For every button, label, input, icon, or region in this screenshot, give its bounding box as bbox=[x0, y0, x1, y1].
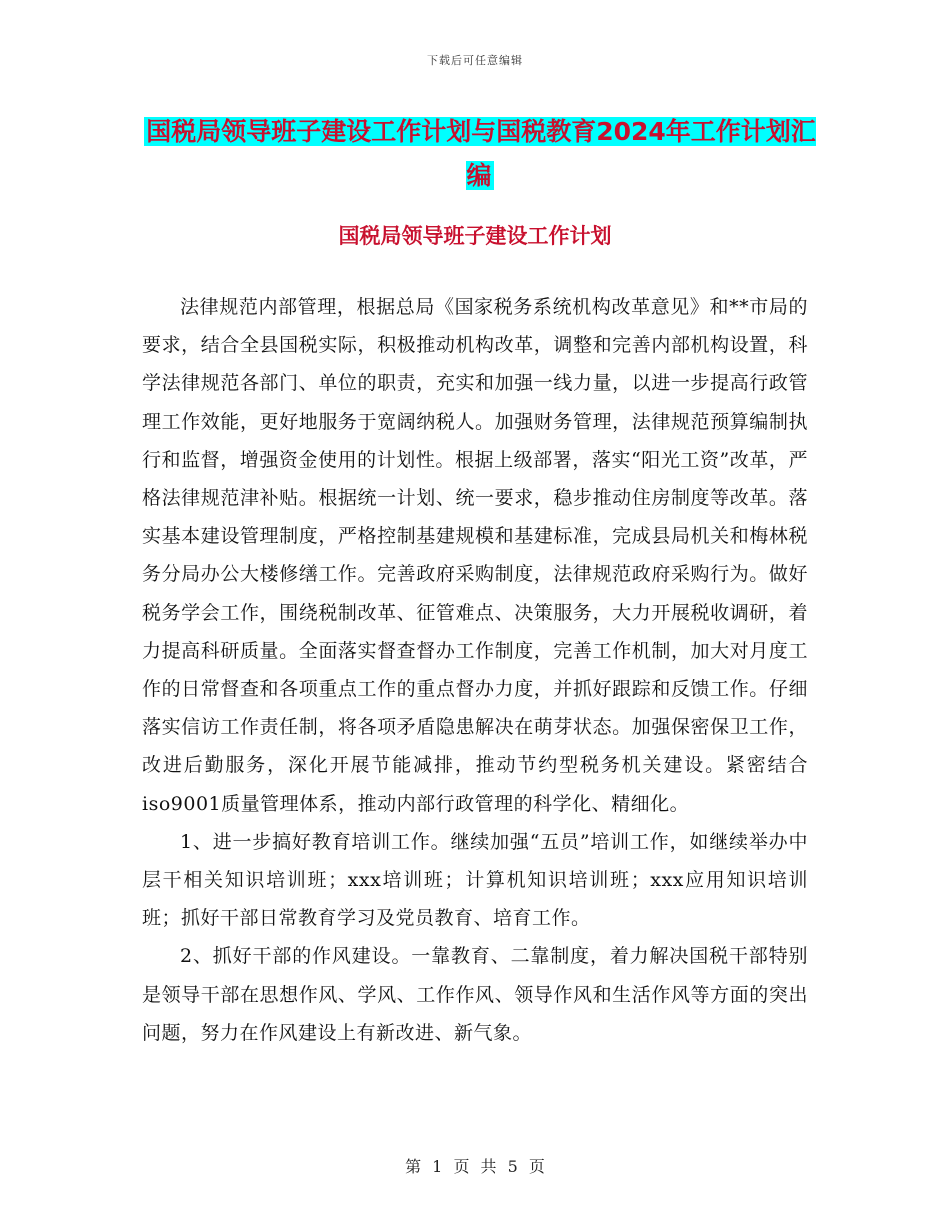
body-paragraph: 法律规范内部管理，根据总局《国家税务系统机构改革意见》和**市局的要求，结合全县国税实际，积极推动机构改革，调整和完善内部机构设置，科学法律规范各部门、单位的职责，充实和加强一线力量，以进一步提高行政管理工作效能，更好地服务于宽阔纳税人。加强财务管理，法律规范预算编制执行和监督，增强资金使用的计划性。根据上级部署，落实“阳光工资”改革，严格法律规范津补贴。根据统一计划、统一要求，稳步推动住房制度等改革。落实基本建设管理制度，严格控制基建规模和基建标准，完成县局机关和梅林税务分局办公大楼修缮工作。完善政府采购制度，法律规范政府采购行为。做好税务学会工作，围绕税制改革、征管难点、决策服务，大力开展税收调研，着力提高科研质量。全面落实督查督办工作制度，完善工作机制，加大对月度工作的日常督查和各项重点工作的重点督办力度，并抓好跟踪和反馈工作。仔细落实信访工作责任制，将各项矛盾隐患解决在萌芽状态。加强保密保卫工作，改进后勤服务，深化开展节能减排，推动节约型税务机关建设。紧密结合iso9001质量管理体系，推动内部行政管理的科学化、精细化。 bbox=[142, 296, 808, 815]
document-body bbox=[142, 288, 808, 1052]
page-number: 第 1 页 共 5 页 bbox=[405, 1157, 545, 1176]
body-paragraph: 1、进一步搞好教育培训工作。继续加强“五员”培训工作，如继续举办中层干相关知识培训班；xxx培训班；计算机知识培训班；xxx应用知识培训班；抓好干部日常教育学习及党员教育、培育工作。 bbox=[142, 830, 808, 930]
section-title: 国税局领导班子建设工作计划 bbox=[338, 224, 612, 248]
body-paragraph: 2、抓好干部的作风建设。一靠教育、二靠制度，着力解决国税干部特别是领导干部在思想作风、学风、工作作风、领导作风和生活作风等方面的突出问题，努力在作风建设上有新改进、新气象。 bbox=[142, 945, 808, 1044]
document-title bbox=[140, 110, 820, 198]
page-header-note: 下载后可任意编辑 bbox=[427, 54, 523, 67]
document-title-text: 国税局领导班子建设工作计划与国税教育2024年工作计划汇编 bbox=[146, 117, 816, 190]
